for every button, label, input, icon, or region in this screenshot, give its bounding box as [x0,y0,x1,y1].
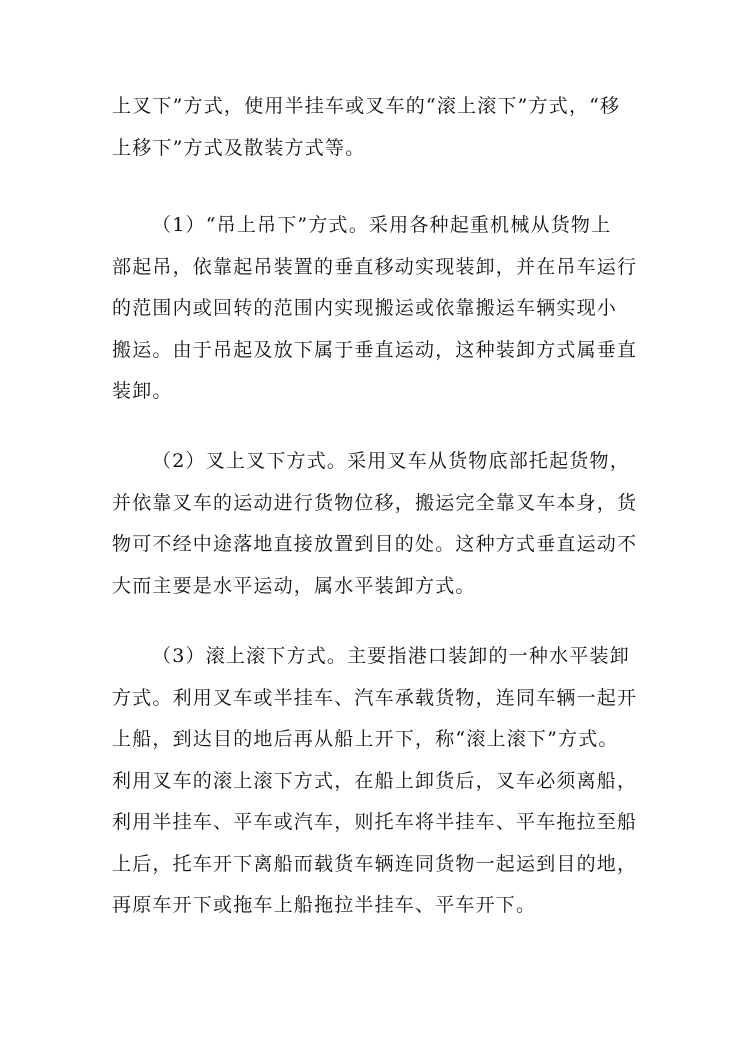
paragraph-forklift-method [112,441,638,607]
text-line: 利用半挂车、平车或汽车，则托车将半挂车、平车拖拉至船 [112,811,638,833]
text-line: 利用叉车的滚上滚下方式，在船上卸货后，叉车必须离船， [112,769,638,792]
paragraph-crane-method [112,205,638,413]
text-line: 大而主要是水平运动，属水平装卸方式。 [112,574,476,597]
text-line: 搬运。由于吊起及放下属于垂直运动，这种装卸方式属垂直 [112,338,638,361]
text-line: 方式。利用叉车或半挂车、汽车承载货物，连同车辆一起开 [112,686,638,709]
text-line: 上叉下”方式，使用半挂车或叉车的“滚上滚下”方式，“移 [112,95,621,117]
text-line: 上移下”方式及散装方式等。 [112,136,366,159]
text-line: （1）“吊上吊下”方式。采用各种起重机械从货物上 [152,214,612,236]
paragraph-roll-on-roll-off-method [112,636,638,927]
text-line: （3）滚上滚下方式。主要指港口装卸的一种水平装卸 [152,645,630,667]
text-line: 装卸。 [112,380,173,402]
text-line: 再原车开下或拖车上船拖拉半挂车、平车开下。 [112,894,537,916]
text-line: （2）叉上叉下方式。采用叉车从货物底部托起货物， [152,450,630,472]
text-line: 部起吊，依靠起吊装置的垂直移动实现装卸，并在吊车运行 [112,255,638,278]
paragraph-intro-continuation [112,86,632,169]
text-line: 上船，到达目的地后再从船上开下，称“滚上滚下”方式。 [112,728,619,750]
text-line: 的范围内或回转的范围内实现搬运或依靠搬运车辆实现小 [112,297,618,319]
text-line: 上后，托车开下离船而载货车辆连同货物一起运到目的地， [112,852,638,875]
text-line: 并依靠叉车的运动进行货物位移，搬运完全靠叉车本身，货 [112,491,638,514]
text-line: 物可不经中途落地直接放置到目的处。这种方式垂直运动不 [112,533,638,555]
